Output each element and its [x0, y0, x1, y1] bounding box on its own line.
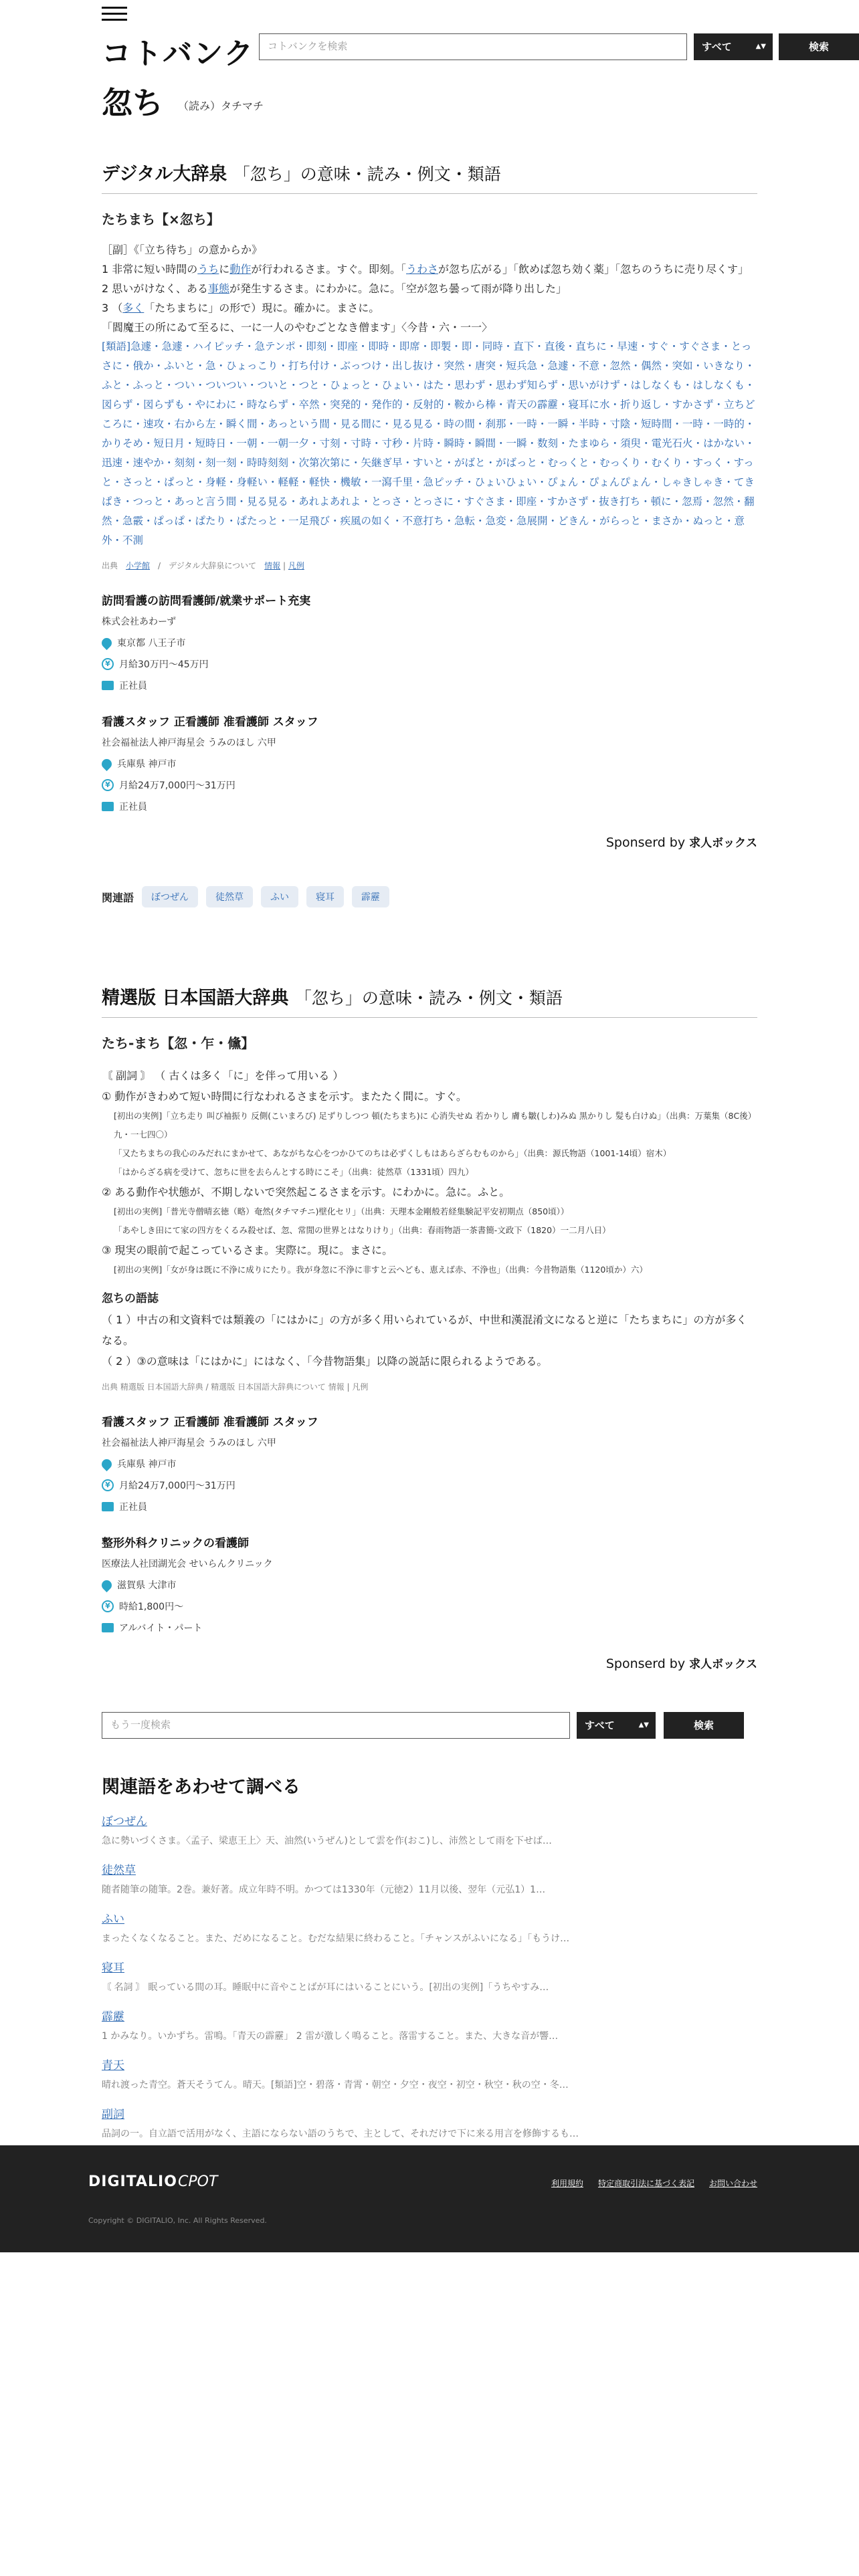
job-title[interactable]: 整形外科クリニックの看護師: [102, 1537, 249, 1550]
footer: [0, 2145, 859, 2252]
text: が発生するさま。にわかに。急に。「空が忽ち曇って雨が降り出した」: [229, 282, 567, 295]
job-type-text: アルバイト・パート: [119, 1623, 203, 1634]
definition-line-3: [102, 298, 757, 318]
footer-link[interactable]: 特定商取引法に基づく表記: [597, 2179, 694, 2188]
location-icon: [100, 1457, 114, 1471]
source-label: 出典: [102, 561, 118, 570]
source-line: 出典 精選版 日本国語大辞典 / 精選版 日本国語大辞典について 情報 | 凡例: [102, 1382, 369, 1392]
job-card[interactable]: [102, 591, 757, 692]
related-snippet: 急に勢いづくさま。〈孟子、梁恵王上〉天、油然(いうぜん)として雲を作(おこ)し、沛然として雨を下せば…: [102, 1836, 552, 1846]
job-title[interactable]: 訪問看護の訪問看護師/就業サポート充実: [102, 595, 311, 608]
job-type: [102, 679, 757, 692]
related-snippet: 品詞の一。自立語で活用がなく、主語にならない語のうちで、主として、それだけで下に来る用言を修飾するも…: [102, 2129, 579, 2139]
related-item: [102, 2056, 757, 2091]
related-item: [102, 1812, 757, 1847]
chevron-updown-icon: ▲▼: [638, 1721, 649, 1729]
job-type: [102, 1500, 757, 1513]
search-button-bottom[interactable]: 検索: [664, 1712, 744, 1739]
job-company: 株式会社あわーず: [102, 617, 177, 627]
related-words: [102, 886, 757, 907]
copyright: Copyright © DIGITALIO, Inc. All Rights Reserved.: [88, 2216, 267, 2225]
related-word-link[interactable]: 徒然草: [102, 1864, 136, 1877]
related-snippet: 随者随筆の随筆。2巻。兼好著。成立年時不明。かつては1330年（元徳2）11月以後、翌年（元弘1）1…: [102, 1885, 546, 1895]
briefcase-icon: [102, 1623, 114, 1632]
related-chip[interactable]: ぼつぜん: [142, 886, 198, 907]
info-link[interactable]: 情報: [264, 561, 281, 570]
job-type: [102, 1621, 757, 1634]
category-select-bottom[interactable]: [577, 1712, 656, 1739]
job-list: [102, 1412, 757, 1634]
yen-icon: ¥: [102, 1600, 114, 1612]
job-place: [102, 1578, 757, 1592]
briefcase-icon: [102, 802, 114, 811]
job-pay-text: 月給24万7,000円〜31万円: [119, 780, 235, 791]
divider: [102, 193, 757, 194]
related-item: [102, 1909, 757, 1945]
job-card[interactable]: [102, 712, 757, 813]
footer-logo-2[interactable]: CPOT: [178, 2173, 218, 2190]
job-type-text: 正社員: [119, 681, 147, 691]
related-list: [102, 1812, 757, 2140]
related-chip[interactable]: 徒然草: [206, 886, 253, 907]
sponsor: [102, 1654, 757, 1671]
etymology-2: （ 2 ）③の意味は「にはかに」にはなく、「今昔物語集」以降の説話に限られるようである。: [102, 1355, 548, 1368]
synonyms[interactable]: [類語]急遽・急遽・ハイピッチ・急テンポ・即刻・即座・即時・即席・即製・即・同時・直下・直後・直ちに・早速・すぐ・すぐさま・とっさに・俄か・ふいと・急・ひょっこり・打ち付け・ぶっつけ・出し抜け・突然・唐突・短兵急・急遽・不意・忽然・偶然・突如・いきなり・ふと・ふっと・つい・ついつい・ついと・つと・ひょっと・ひょい・はた・思わず・思わず知らず・思いがけず・はしなくも・はしなくも・図らず・図らずも・やにわに・時ならず・卒然・突発的・発作的・反射的・鞍から棒・青天の霹靂・寝耳に水・折り返し・すかさず・立ちどころに・速攻・右から左・瞬く間・あっという間・見る間に・見る見る・時の間・刹那・一時・一瞬・半時・寸陰・短時間・一時・一時的・かりそめ・短日月・短時日・一朝・一朝一夕・寸刻・寸時・寸秒・片時・瞬時・瞬間・一瞬・数刻・たまゆら・須臾・電光石火・はかない・迅速・速やか・刻刻・刻一刻・時時刻刻・次第次第に・矢継ぎ早・すいと・がばと・がばっと・むっくと・むっくり・むくり・すっく・すっと・さっと・ぱっと・身軽・身軽い・軽軽・軽快・機敏・一瀉千里・急ピッチ・ひょいひょい・ぴょん・ぴょんぴょん・しゃきしゃき・てきぱき・つっと・あっと言う間・見る見る・あれよあれよ・とっさ・とっさに・すぐさま・即座・すかさず・抜き打ち・頓に・忽焉・忽然・翻然・急霰・ぱっぱ・ぱたり・ぱたっと・一足飛び・疾風の如く・不意打ち・急転・急変・急展開・どきん・がらっと・まさか・ぬっと・意外・不測: [102, 340, 755, 546]
site-logo[interactable]: コトバンク: [102, 37, 255, 71]
example: 「又たちまちの我心のみだれにまかせて、あながちな心をつかひてのちは必ずくしもはあらざらむものから」（出典：源氏物語（1001‐14頃）宿木）: [114, 1148, 672, 1158]
link[interactable]: 動作: [229, 263, 252, 276]
footer-link[interactable]: お問い合わせ: [708, 2179, 757, 2188]
link[interactable]: 事態: [207, 282, 229, 295]
text: が行われるさま。すぐ。即刻。「: [251, 263, 407, 276]
definition-body: [102, 240, 757, 337]
related-label: 関連語: [102, 891, 134, 904]
related-item: [102, 1860, 757, 1896]
job-type-text: 正社員: [119, 1502, 147, 1513]
job-type-text: 正社員: [119, 802, 147, 813]
section-title: [102, 983, 757, 1009]
example: [初出の実例]「女が身は既に不浄に成りにたり。我が身忽に不浄に非すと云へども、恵えば赤、不浄也」（出典：今昔物語集（1120頃か）六）: [114, 1265, 648, 1275]
job-pay: [102, 1479, 757, 1492]
dictionary-name: デジタル大辞泉: [102, 164, 227, 185]
yen-icon: ¥: [102, 1479, 114, 1491]
briefcase-icon: [102, 1502, 114, 1511]
section-suffix: 「忽ち」の意味・読み・例文・類語: [294, 988, 563, 1008]
source-about: デジタル大辞泉について: [169, 561, 257, 570]
page-title: 忽ち: [102, 85, 163, 121]
related-chip[interactable]: 寝耳: [306, 886, 344, 907]
job-pay-text: 月給24万7,000円〜31万円: [119, 1481, 235, 1491]
footer-link[interactable]: 利用規約: [551, 2179, 583, 2188]
location-icon: [100, 1578, 114, 1592]
legend-link[interactable]: 凡例: [288, 561, 304, 570]
related-snippet: 1 かみなり。いかずち。雷鳴。「青天の霹靂」 2 雷が激しく鳴ること。落雷すること。また、大きな音が響…: [102, 2031, 559, 2042]
sponsor-logo[interactable]: 求人ボックス: [689, 1658, 757, 1671]
pos-line: 〘 副詞 〙 （ 古くは多く「に」を伴って用いる ）: [102, 1069, 344, 1082]
job-place-text: 東京都 八王子市: [117, 638, 186, 649]
example: [初出の実例]「立ち走り 叫び袖振り 反側(こいまろび) 足ずりしつつ 頓(たちまち)に 心消失せぬ 若かりし 膚も皺(しわ)みぬ 黒かりし 髪も白けぬ」（出典：万葉集（8C後）九・一七四〇）: [114, 1111, 757, 1140]
job-list: [102, 591, 757, 813]
job-place-text: 滋賀県 大津市: [117, 1580, 177, 1591]
related-item: [102, 2105, 757, 2140]
menu-icon[interactable]: [102, 7, 127, 21]
related-chip[interactable]: 霹靂: [352, 886, 389, 907]
example: 「あやしき田にて家の四方をくるみ殺せば、忽、常閒の世界とはなりけり」（出典：春雨物語一茶書簡‐文政下（1820）一二月八日）: [114, 1225, 611, 1235]
text: 2 思いがけなく、ある: [102, 282, 208, 295]
sense-1: ① 動作がきわめて短い時間に行なわれるさまを示す。またたく間に。すぐ。: [102, 1090, 467, 1103]
related-word-link[interactable]: ぼつぜん: [102, 1815, 147, 1828]
text: に: [219, 263, 230, 276]
job-pay: [102, 1600, 757, 1613]
related-word-link[interactable]: ふい: [102, 1913, 124, 1926]
search-input-bottom[interactable]: もう一度検索: [102, 1712, 570, 1739]
headword: たち‐まち【忽・乍・儵】: [102, 1035, 255, 1051]
category-select[interactable]: [694, 33, 773, 60]
section-title: [102, 159, 757, 185]
etymology-1: （ 1 ）中古の和文資料では類義の「にはかに」の方が多く用いられているが、中世和漢混淆文になると逆に「たちまちに」の方が多くなる。: [102, 1313, 747, 1347]
related-snippet: 晴れ渡った青空。蒼天そうてん。晴天。[類語]空・碧落・青霄・朝空・夕空・夜空・初空・秋空・秋の空・冬…: [102, 2080, 569, 2090]
job-title[interactable]: 看護スタッフ 正看護師 准看護師 スタッフ: [102, 716, 318, 729]
source-line: 出典 小学館 / デジタル大辞泉について 情報 | 凡例: [102, 561, 304, 570]
text: 「たちまちに」の形で）現に。確かに。まさに。: [144, 302, 380, 314]
related-word-link[interactable]: 副詞: [102, 2108, 124, 2121]
job-place-text: 兵庫県 神戸市: [117, 759, 177, 770]
job-title[interactable]: 看護スタッフ 正看護師 准看護師 スタッフ: [102, 1416, 318, 1429]
location-icon: [100, 756, 114, 770]
link[interactable]: うち: [197, 263, 219, 276]
definition-line: ［副］《「立ち待ち」の意からか》: [102, 243, 263, 256]
sponsor-logo[interactable]: 求人ボックス: [689, 837, 757, 850]
text: が忽ち広がる」「飲めば忽ち効く薬」「忽ちのうちに売り尽くす」: [438, 263, 749, 276]
search-button[interactable]: 検索: [779, 33, 859, 60]
chevron-updown-icon: ▲▼: [755, 43, 766, 50]
job-place: [102, 757, 757, 770]
dictionary-name: 精選版 日本国語大辞典: [102, 988, 289, 1008]
yen-icon: ¥: [102, 779, 114, 791]
definition-body: [102, 1065, 757, 1372]
page-reading: （読み）タチマチ: [178, 100, 264, 112]
example: [初出の実例]「普光寺僧晴玄徳（略）奄然(タチマチニ)壁化セリ」（出典：天理本金剛般若経集験記平安初期点（850頃））: [114, 1206, 569, 1216]
link[interactable]: うわさ: [406, 263, 439, 276]
related-item: [102, 1958, 757, 1994]
related-chip[interactable]: ふい: [261, 886, 298, 907]
job-pay: [102, 657, 757, 671]
kokugo-section: [102, 983, 757, 1671]
job-company: 社会福祉法人神戸海星会 うみのほし 六甲: [102, 738, 276, 748]
sense-2: ② ある動作や状態が、不期しないで突然起こるさまを示す。にわかに。急に。ふと。: [102, 1186, 510, 1198]
job-company: 医療法人社団湖光会 せいらんクリニック: [102, 1559, 273, 1570]
job-company: 社会福祉法人神戸海星会 うみのほし 六甲: [102, 1438, 276, 1448]
headword: たちまち【×忽ち】: [102, 211, 220, 227]
footer-logo[interactable]: DIGITALIO: [88, 2173, 177, 2190]
section-suffix: 「忽ち」の意味・読み・例文・類語: [233, 165, 501, 184]
source-link[interactable]: 小学館: [126, 561, 151, 570]
yen-icon: ¥: [102, 658, 114, 670]
job-card[interactable]: [102, 1533, 757, 1634]
briefcase-icon: [102, 681, 114, 690]
etymology-heading: 忽ちの語誌: [102, 1292, 159, 1305]
related-word-link[interactable]: 霹靂: [102, 2010, 124, 2024]
sponsor: [102, 833, 757, 850]
location-icon: [100, 635, 114, 649]
text: 3 （: [102, 302, 123, 314]
related-snippet: まったくなくなること。また、だめになること。むだな結果に終わること。「チャンスがふいになる」「もうけ…: [102, 1933, 570, 1944]
job-place: [102, 636, 757, 649]
related-word-link[interactable]: 青天: [102, 2059, 124, 2072]
job-place: [102, 1457, 757, 1471]
daijisen-section: [102, 159, 757, 907]
job-pay-text: 月給30万円〜45万円: [119, 659, 209, 670]
related-section: [102, 1772, 757, 2140]
divider: [102, 1017, 757, 1018]
search-input[interactable]: コトバンクを検索: [259, 33, 687, 60]
example: 「はからざる病を受けて、忽ちに世を去らんとする時にこそ」（出典：徒然草（1331頃）四九）: [114, 1167, 474, 1177]
sense-3: ③ 現実の眼前で起こっているさま。実際に。現に。まさに。: [102, 1244, 393, 1257]
category-select-value: すべて: [585, 1719, 615, 1731]
footer-links: [551, 2177, 757, 2189]
related-word-link[interactable]: 寝耳: [102, 1961, 124, 1975]
definition-line-2: [102, 279, 757, 298]
sponsor-text: Sponserd by: [605, 1656, 686, 1671]
sponsor-text: Sponserd by: [605, 835, 686, 850]
text: 1 非常に短い時間の: [102, 263, 198, 276]
job-pay: [102, 778, 757, 792]
example-line: 「閻魔王の所にゐて至るに、一に一人のやむごとなき僧ます」〈今昔・六・一一〉: [102, 321, 493, 334]
definition-line-1: [102, 259, 757, 279]
job-card[interactable]: [102, 1412, 757, 1513]
category-select-value: すべて: [702, 41, 732, 53]
related-item: [102, 2007, 757, 2042]
related-snippet: 〘 名詞 〙 眠っている間の耳。睡眠中に音やことばが耳にはいることにいう。[初出の実例]「うちやすみ…: [102, 1982, 549, 1993]
job-pay-text: 時給1,800円〜: [119, 1602, 184, 1612]
link[interactable]: 多く: [122, 302, 145, 314]
job-place-text: 兵庫県 神戸市: [117, 1459, 177, 1470]
job-type: [102, 800, 757, 813]
related-title: 関連語をあわせて調べる: [102, 1777, 300, 1798]
